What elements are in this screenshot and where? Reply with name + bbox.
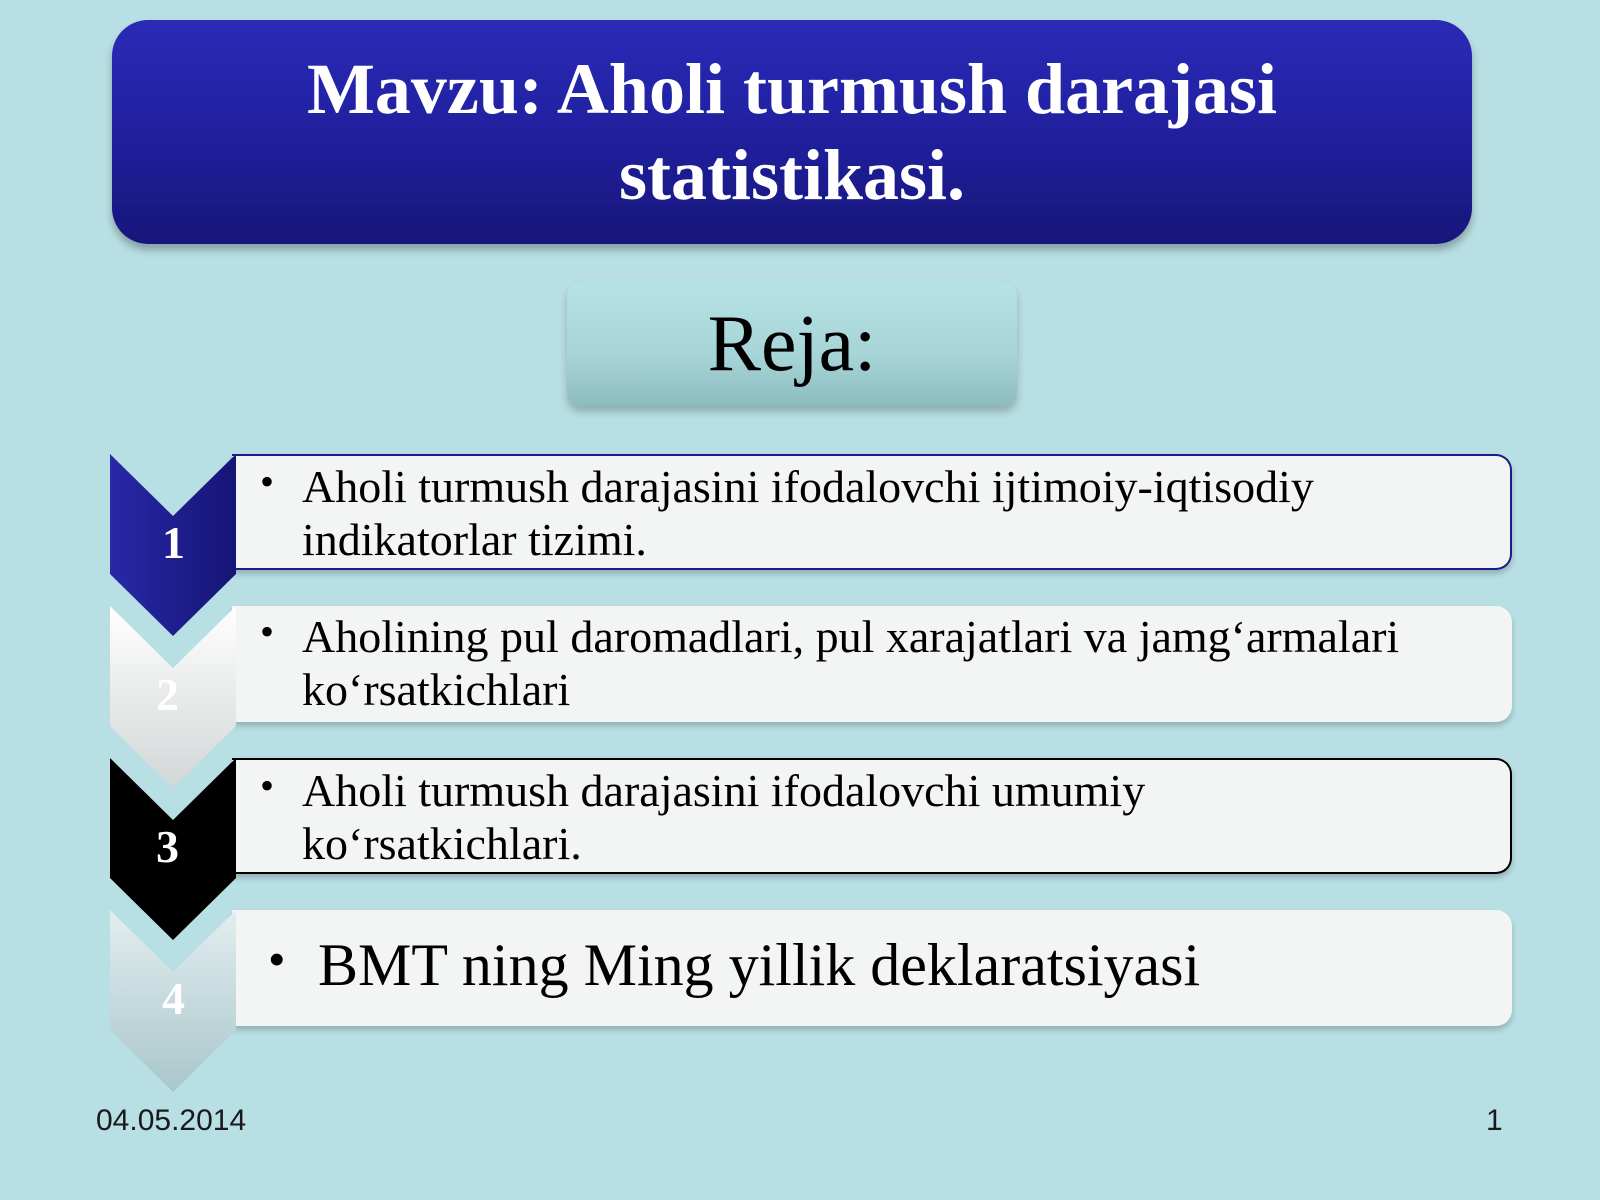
plan-item-4-text — [318, 932, 1482, 998]
bullet: • — [260, 459, 275, 504]
bullet: • — [260, 763, 275, 808]
plan-item-3-line-2: ko‘rsatkichlari. — [302, 818, 582, 869]
plan-item-4-line-1: BMT ning Ming yillik deklaratsiyasi — [318, 932, 1201, 998]
plan-item-2-line-1: Aholining pul daromadlari, pul xarajatlari va jamg‘armalari — [302, 611, 1400, 662]
plan-item-3-box — [232, 758, 1512, 874]
plan-item-2-line-2: ko‘rsatkichlari — [302, 664, 571, 715]
step-number-4: 4 — [162, 973, 185, 1024]
plan-item-2-text — [302, 610, 1482, 716]
plan-heading — [567, 282, 1017, 406]
step-number-3: 3 — [156, 821, 179, 872]
step-number-1: 1 — [162, 517, 185, 568]
plan-heading-text: Reja: — [707, 299, 877, 388]
slide-title-line-1: Mavzu: Aholi turmush darajasi — [306, 49, 1278, 129]
slide-title — [112, 20, 1472, 244]
slide-title-line-2: statistikasi. — [618, 135, 966, 215]
plan-item-3-text — [302, 764, 1480, 870]
plan-item-4-box — [232, 910, 1512, 1026]
plan-item-1-box — [232, 454, 1512, 570]
bullet: • — [268, 931, 286, 987]
plan-item-2-box — [232, 606, 1512, 722]
page-number: 1 — [1486, 1104, 1503, 1137]
bullet: • — [260, 609, 275, 654]
plan-item-1-line-1: Aholi turmush darajasini ifodalovchi ijtimoiy-iqtisodiy — [302, 461, 1314, 512]
plan-item-3-line-1: Aholi turmush darajasini ifodalovchi umumiy — [302, 765, 1146, 816]
step-number-2: 2 — [156, 669, 179, 720]
plan-item-1-text — [302, 460, 1480, 566]
footer-date: 04.05.2014 — [96, 1104, 247, 1137]
plan-item-1-line-2: indikatorlar tizimi. — [302, 514, 647, 565]
